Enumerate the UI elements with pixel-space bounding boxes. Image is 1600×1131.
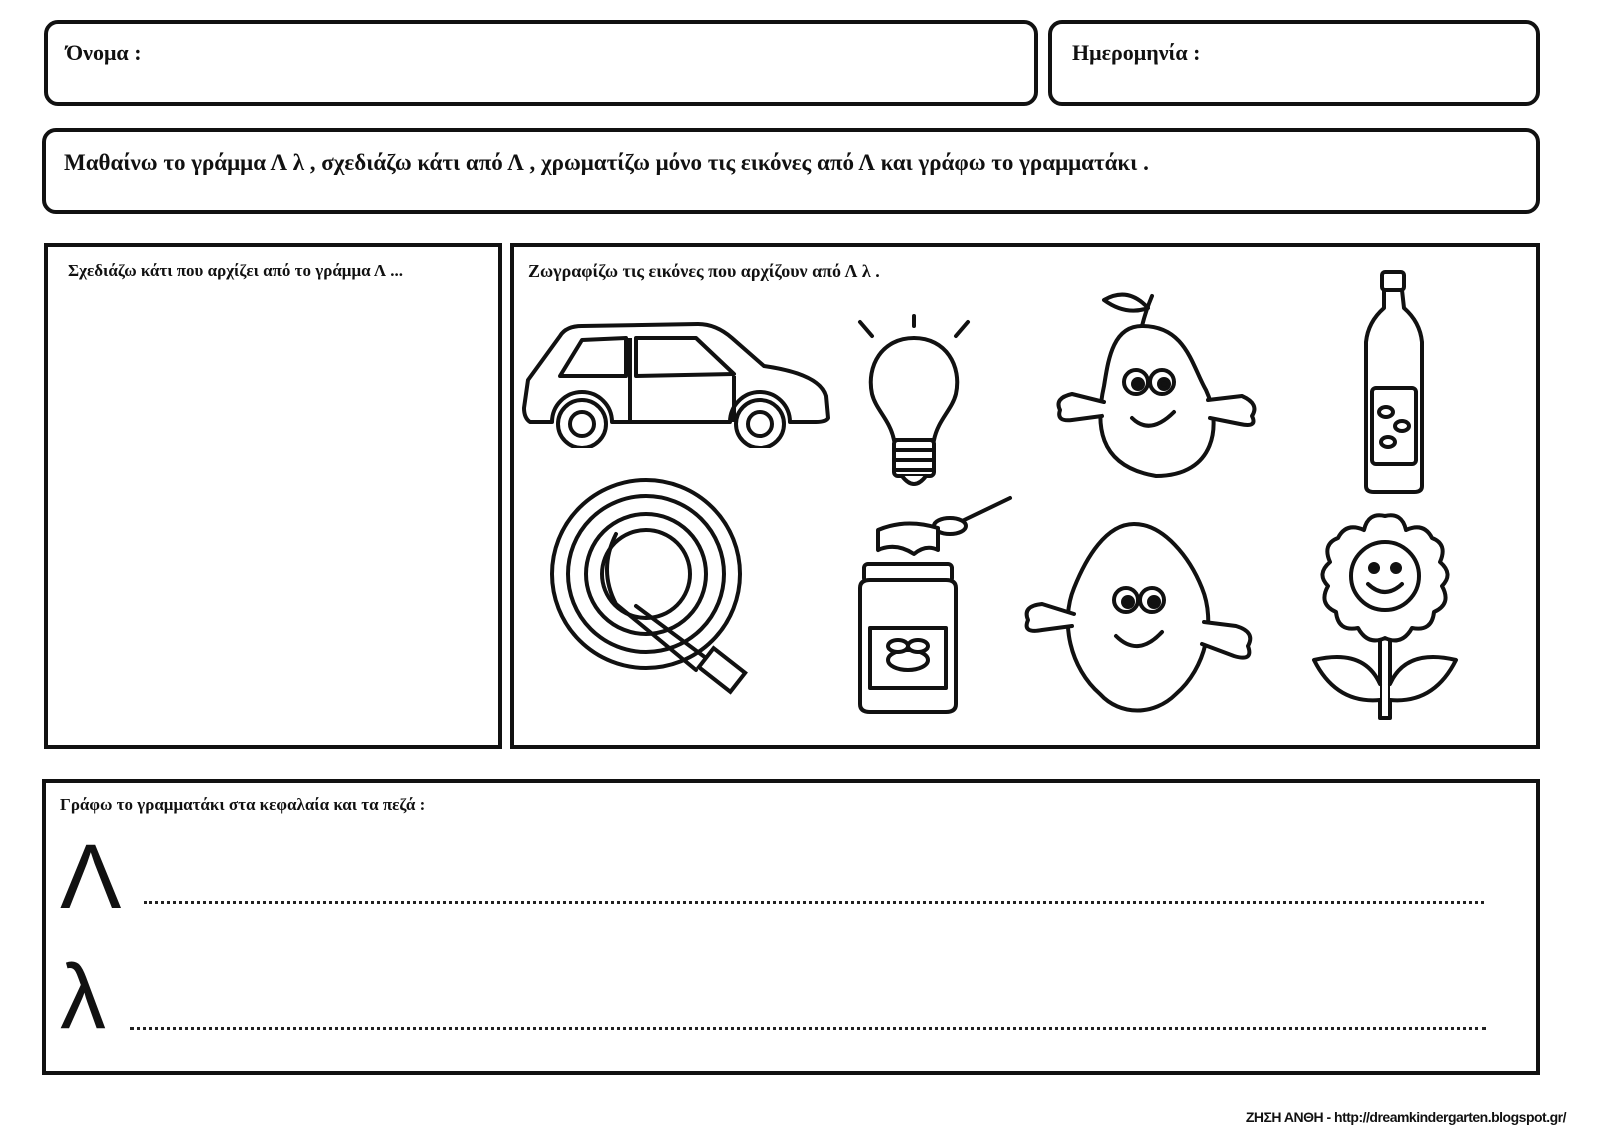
light-bulb-icon	[852, 310, 976, 494]
date-box	[1048, 20, 1540, 106]
lowercase-writing-line[interactable]	[130, 1027, 1486, 1030]
car-icon	[520, 318, 832, 448]
hose-icon	[546, 474, 768, 710]
uppercase-writing-line[interactable]	[144, 901, 1484, 904]
draw-panel-label: Σχεδιάζω κάτι που αρχίζει από το γράμμα Λ ...	[68, 261, 404, 280]
date-label: Ημερομηνία :	[1072, 40, 1201, 65]
pear-icon	[1046, 286, 1268, 488]
flower-icon	[1306, 508, 1464, 722]
writing-box	[42, 779, 1540, 1075]
instructions-text: Μαθαίνω το γράμμα Λ λ , σχεδιάζω κάτι από Λ , χρωματίζω μόνο τις εικόνες από Λ και γράφω το γραμματάκι .	[64, 150, 1149, 175]
name-box	[44, 20, 1038, 106]
color-panel-label: Ζωγραφίζω τις εικόνες που αρχίζουν από Λ λ .	[528, 261, 880, 281]
lowercase-letter: λ	[60, 946, 106, 1048]
uppercase-letter: Λ	[60, 826, 122, 928]
lemon-icon	[1016, 518, 1266, 720]
writing-label: Γράφω το γραμματάκι στα κεφαλαία και τα πεζά :	[60, 795, 426, 814]
name-label: Όνομα :	[66, 40, 142, 65]
honey-jar-icon	[846, 494, 1016, 716]
instructions-box	[42, 128, 1540, 214]
draw-panel	[44, 243, 502, 749]
oil-bottle-icon	[1352, 268, 1436, 496]
footer-credit: ΖΗΣΗ ΑΝΘΗ - http://dreamkindergarten.blogspot.gr/	[1245, 1109, 1566, 1125]
